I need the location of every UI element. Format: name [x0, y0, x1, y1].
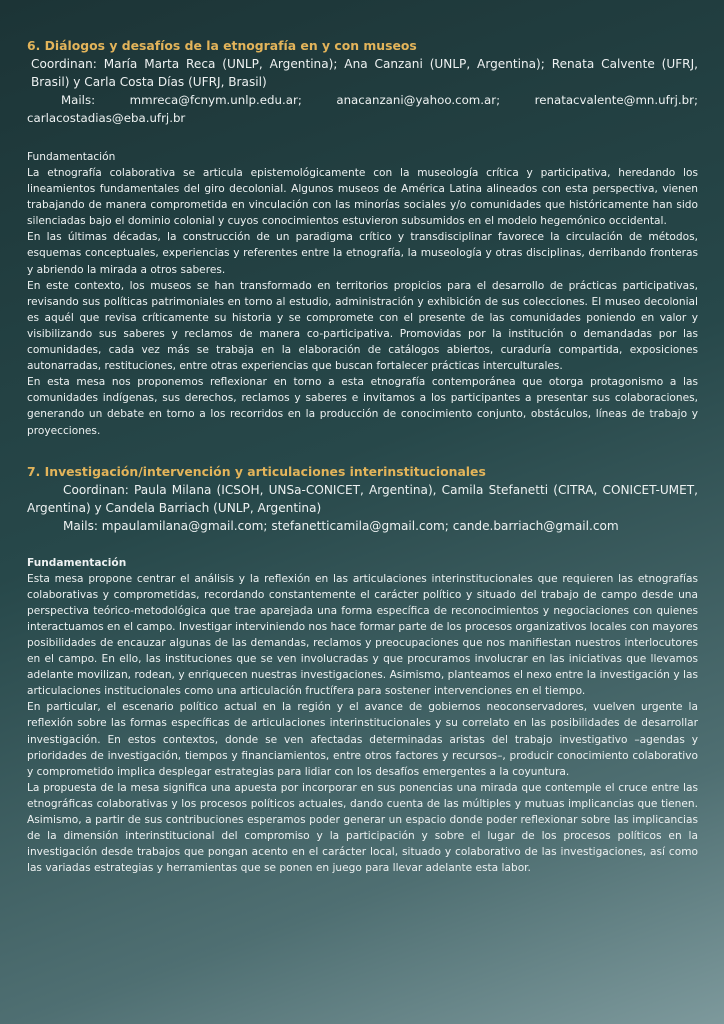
section-6-coordinators: Coordinan: María Marta Reca (UNLP, Argentina); Ana Canzani (UNLP, Argentina); Renata Calvente (UFRJ, Brasil) y Carla Costa Días (UFRJ, Brasil) — [31, 57, 698, 89]
section-7-coordinators: Coordinan: Paula Milana (ICSOH, UNSa-CONICET, Argentina), Camila Stefanetti (CITRA, CONICET-UMET, Argentina) y Candela Barriach (UNLP, Argentina) — [27, 482, 698, 515]
fundamentacion-label: Fundamentación — [27, 556, 127, 569]
mail-address: carlacostadias@eba.ufrj.br — [27, 111, 186, 125]
mail-address: renatacvalente@mn.ufrj.br; — [534, 93, 698, 107]
mail-address: anacanzani@yahoo.com.ar; — [336, 93, 501, 107]
section-6-mails — [27, 91, 698, 109]
paragraph: Esta mesa propone centrar el análisis y la reflexión en las articulaciones interinstitucionales que requieren las etnografías colaborativas y comprometidas, recordando constantemente el carácter político y situado del trabajo de campo desde una perspectiva teórico-metodológica que trae aparejada una forma específica de reconocimientos y negociaciones con quienes interactuamos en el campo. Investigar interviniendo nos hace formar parte de los procesos organizativos locales con mayores posibilidades de encauzar algunas de las demandas, reclamos y preocupaciones que nos manifiestan nuestros interlocutores en el campo. En ello, las instituciones que se ven involucradas y que procuramos involucrar en las iniciativas que llevamos adelante movilizan, rodean, y enriquecen nuestras investigaciones. Asimismo, planteamos el nexo entre la investigación y las articulaciones institucionales como una articulación fructífera para sostener intervenciones en el tiempo. — [27, 572, 698, 698]
mail-address: mmreca@fcnym.unlp.edu.ar; — [129, 93, 302, 107]
paragraph: La etnografía colaborativa se articula epistemológicamente con la museología crítica y participativa, heredando los lineamientos fundamentales del giro decolonial. Algunos museos de América Latina alineados con esta perspectiva, vienen trabajando de manera comprometida en vinculación con las minorías sociales y/o comunidades que históricamente han sido silenciadas bajo el dominio colonial y cuyos conocimientos estuvieron subsumidos en el modelo hegemónico occidental. — [27, 167, 698, 228]
paragraph: En esta mesa nos proponemos reflexionar en torno a esta etnografía contemporánea que otorga protagonismo a las comunidades indígenas, sus derechos, reclamos y saberes e invitamos a los participantes a presentar sus colaboraciones, generando un debate en torno a los recorridos en la producción de conocimiento conjunto, obstáculos, líneas de trabajo y proyecciones. — [27, 376, 698, 437]
section-6 — [27, 37, 698, 439]
section-7 — [27, 463, 698, 877]
section-7-mails: Mails: mpaulamilana@gmail.com; stefanetticamila@gmail.com; cande.barriach@gmail.com — [63, 518, 619, 533]
section-7-title: 7. Investigación/intervención y articulaciones interinstitucionales — [27, 463, 486, 479]
mails-label: Mails: — [61, 93, 96, 107]
paragraph: En las últimas décadas, la construcción de un paradigma crítico y transdisciplinar favorece la circulación de métodos, esquemas conceptuales, experiencias y referentes entre la etnografía, la museología y otras disciplinas, derribando fronteras y abriendo la mirada a otros saberes. — [27, 231, 698, 276]
paragraph: La propuesta de la mesa significa una apuesta por incorporar en sus ponencias una mirada que contemple el cruce entre las etnográficas colaborativas y los procesos políticos actuales, dando cuenta de las múltiples y mutuas implicancias que tienen. Asimismo, a partir de sus contribuciones esperamos poder generar un espacio donde poder reflexionar sobre las implicancias de la dimensión interinstitucional del compromiso y la participación y sobre el lugar de los procesos políticos en la investigación desde trabajos que pongan acento en el carácter local, situado y colaborativo de las investigaciones, así como las variadas estrategias y herramientas que se ponen en juego para llevar adelante esta labor. — [27, 781, 698, 875]
fundamentacion-label: Fundamentación — [27, 151, 116, 163]
section-6-title: 6. Diálogos y desafíos de la etnografía en y con museos — [27, 38, 417, 53]
paragraph: En particular, el escenario político actual en la región y el avance de gobiernos neoconservadores, vuelven urgente la reflexión sobre las formas específicas de articulaciones interinstitucionales y su correlato en las posibilidades de desarrollar investigación. En estos contextos, donde se ven afectadas determinadas aristas del trabajo investigativo –agendas y prioridades de investigación, tiempos y financiamientos, entre otros factores y recursos–, producir conocimiento colaborativo y comprometido implica desplegar estrategias para lidiar con los desafíos emergentes a la coyuntura. — [27, 701, 698, 778]
paragraph: En este contexto, los museos se han transformado en territorios propicios para el desarrollo de prácticas participativas, revisando sus políticas patrimoniales en torno al estudio, administración y exhibición de sus colecciones. El museo decolonial es aquél que revisa críticamente su historia y se compromete con el presente de las comunidades poniendo en valor y visibilizando sus saberes y reclamos de manera co-participativa. Promovidas por la institución o demandadas por las comunidades, cada vez más se trabaja en la elaboración de catálogos abiertos, curaduría compartida, exposiciones autonarradas, restituciones, entre otras experiencias que buscan fortalecer prácticas interculturales. — [27, 279, 698, 373]
